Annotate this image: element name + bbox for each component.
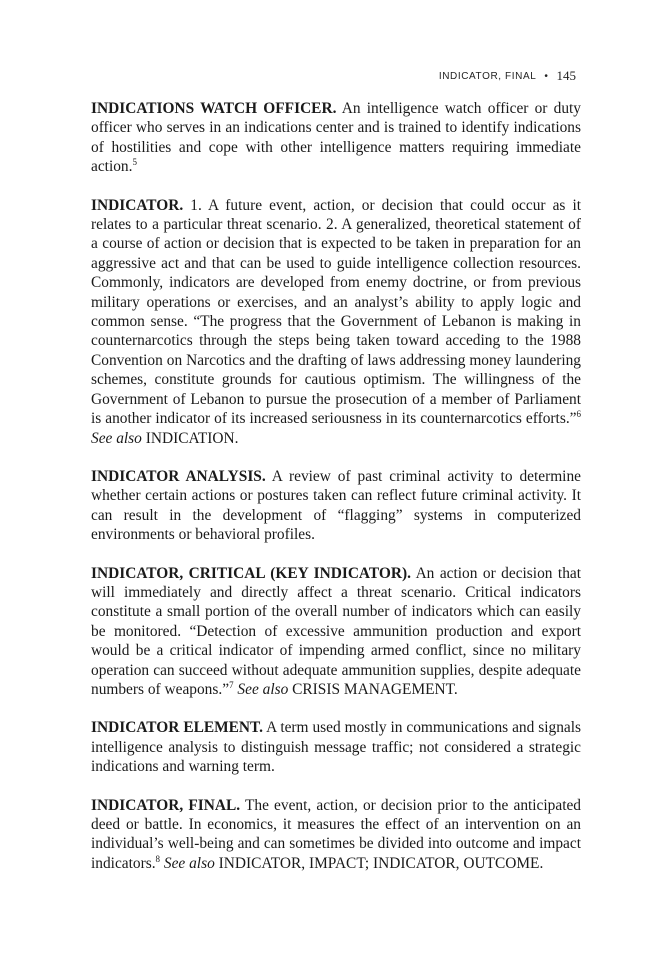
footnote-ref: 8 <box>155 853 161 864</box>
see-also-label: See also <box>237 680 289 698</box>
footnote-ref: 5 <box>132 157 137 168</box>
bullet-icon: • <box>544 70 549 82</box>
entry-indications-watch-officer <box>91 99 581 177</box>
entry-text: An intelligence watch officer or duty officer who serves in an indications center and is trained to identify indications of hostilities and cope with other intelligence matters requiring immediate action. <box>91 100 581 176</box>
see-also-target: CRISIS MANAGEMENT. <box>292 680 458 698</box>
entry-text: 1. A future event, action, or decision that could occur as it relates to a particular threat scenario. 2. A generalized, theoretical statement of a course of action or decision that is expected to be taken in preparation for an aggressive act and that can be used to guide intelligence collection resources. Commonly, indicators are developed from enemy doctrine, or from previous military operations or exercises, and an analyst’s ability to apply logic and common sense. “The progress that the Government of Lebanon is making in counternarcotics through the steps being taken toward acceding to the 1988 Convention on Narcotics and the drafting of laws addressing money laundering schemes, constitute grounds for cautious optimism. The willingness of the Government of Lebanon to pursue the prosecution of a member of Parliament is another indicator of its increased seriousness in its counternarcotics efforts.” <box>91 196 581 428</box>
entry-headword: INDICATOR, CRITICAL (KEY INDICATOR). <box>91 564 411 582</box>
entry-headword: INDICATIONS WATCH OFFICER. <box>91 100 337 117</box>
page-body <box>91 99 581 892</box>
entry-headword: INDICATOR. <box>91 196 184 214</box>
entry-indicator-critical <box>91 564 581 700</box>
running-head-title: INDICATOR, FINAL <box>438 70 537 82</box>
see-also-target: INDICATOR, IMPACT; INDICATOR, OUTCOME. <box>218 854 544 872</box>
entry-indicator-final <box>91 796 581 874</box>
entry-indicator <box>91 196 581 448</box>
entry-text: A term used mostly in communications and signals intelligence analysis to distinguish message traffic; not considered a strategic indications and warning term. <box>91 719 582 776</box>
entry-text: The event, action, or decision prior to the anticipated deed or battle. In economics, it measures the effect of an intervention on an individual’s well-being and can sometimes be divided into outcome and impact indicators. <box>91 796 581 872</box>
see-also-target: INDICATION. <box>145 429 239 447</box>
page-number: 145 <box>556 68 576 83</box>
entry-headword: INDICATOR ANALYSIS. <box>91 467 266 485</box>
see-also-label: See also <box>163 854 215 872</box>
entry-text: An action or decision that will immediately and directly affect a threat scenario. Critical indicators constitute a small portion of the overall number of indicators which can easily be monitored. “Detection of excessive ammunition production and export would be a critical indicator of impending armed conflict, since no military operation can succeed without adequate ammunition supplies, despite adequate numbers of weapons.” <box>91 564 581 698</box>
entry-text: A review of past criminal activity to determine whether certain actions or postures taken can reflect future criminal activity. It can result in the development of “flagging” systems in computerized environments or behavioral profiles. <box>91 467 581 544</box>
running-head <box>439 68 576 84</box>
footnote-ref: 7 <box>229 679 234 690</box>
see-also-label: See also <box>91 429 142 447</box>
footnote-ref: 6 <box>576 408 581 419</box>
entry-headword: INDICATOR ELEMENT. <box>91 719 263 737</box>
entry-headword: INDICATOR, FINAL. <box>91 796 241 814</box>
entry-indicator-element <box>91 718 581 776</box>
entry-indicator-analysis <box>91 467 581 545</box>
